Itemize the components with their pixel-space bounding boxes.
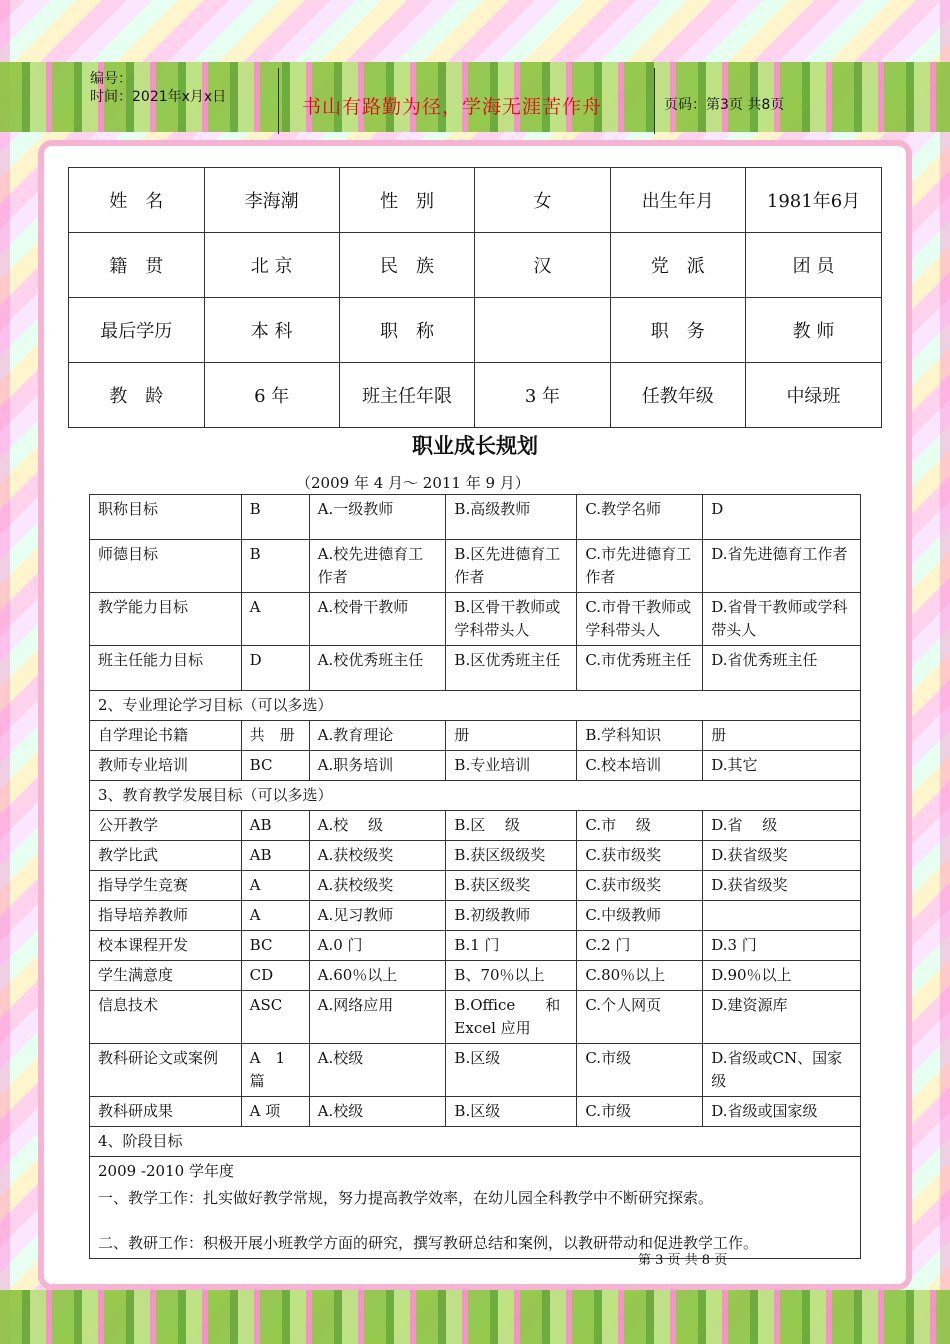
table-cell: 校本课程开发 <box>90 931 242 961</box>
table-cell: 职 称 <box>339 298 475 363</box>
table-cell: D.省 级 <box>703 811 861 841</box>
table-cell: 教科研论文或案例 <box>90 1044 242 1097</box>
page-footer: 第 3 页 共 8 页 <box>638 1253 728 1268</box>
table-cell <box>475 298 610 363</box>
table-cell: 最后学历 <box>69 298 205 363</box>
header-divider <box>654 68 655 134</box>
table-cell: 民 族 <box>339 233 475 298</box>
table-cell: A.校优秀班主任 <box>309 646 446 691</box>
table-cell: 师德目标 <box>90 540 242 593</box>
table-cell: 本 科 <box>204 298 339 363</box>
growth-plan-table <box>89 494 861 1259</box>
table-cell: 自学理论书籍 <box>90 721 242 751</box>
table-cell: D.其它 <box>703 751 861 781</box>
table-cell: B.Office 和 Excel 应用 <box>446 991 577 1044</box>
table-cell: CD <box>241 961 309 991</box>
table-cell: 公开教学 <box>90 811 242 841</box>
table-cell: 共 册 <box>241 721 309 751</box>
table-cell: 班主任能力目标 <box>90 646 242 691</box>
table-cell: 指导学生竞赛 <box>90 871 242 901</box>
section-row <box>90 691 861 721</box>
table-cell: 3 年 <box>475 363 610 428</box>
table-cell: A 项 <box>241 1097 309 1127</box>
goal-row <box>90 593 861 646</box>
table-cell: 教 龄 <box>69 363 205 428</box>
table-cell: A.职务培训 <box>309 751 446 781</box>
table-cell: A.校骨干教师 <box>309 593 446 646</box>
info-row <box>69 233 882 298</box>
table-cell: 教学比武 <box>90 841 242 871</box>
table-cell: D.获省级奖 <box>703 841 861 871</box>
table-cell: A.教育理论 <box>309 721 446 751</box>
info-row <box>69 168 882 233</box>
dev-row <box>90 1097 861 1127</box>
table-cell: C.教学名师 <box>577 495 703 540</box>
table-cell: C.个人网页 <box>577 991 703 1044</box>
table-cell: A 1 篇 <box>241 1044 309 1097</box>
table-cell: A.校级 <box>309 1097 446 1127</box>
table-cell: 教科研成果 <box>90 1097 242 1127</box>
table-cell: D.省级或CN、国家级 <box>703 1044 861 1097</box>
table-cell: 党 派 <box>610 233 746 298</box>
table-cell: A.见习教师 <box>309 901 446 931</box>
table-cell: C.市骨干教师或学科带头人 <box>577 593 703 646</box>
table-cell: A <box>241 901 309 931</box>
table-cell: 团 员 <box>746 233 882 298</box>
table-cell: B.专业培训 <box>446 751 577 781</box>
table-cell: B.获区级级奖 <box>446 841 577 871</box>
plan-period: （2009 年 4 月～ 2011 年 9 月） <box>296 474 530 492</box>
table-cell: 4、阶段目标 <box>90 1127 861 1157</box>
goal-row <box>90 540 861 593</box>
dev-row <box>90 811 861 841</box>
info-row <box>69 363 882 428</box>
table-cell: D.省先进德育工作者 <box>703 540 861 593</box>
table-cell: B.区级 <box>446 1044 577 1097</box>
table-cell: 女 <box>475 168 610 233</box>
table-cell: A.获校级奖 <box>309 871 446 901</box>
table-cell: B.区 级 <box>446 811 577 841</box>
stage-year: 2009 -2010 学年度 <box>98 1162 234 1180</box>
table-cell: 性 别 <box>339 168 475 233</box>
table-cell <box>703 901 861 931</box>
table-cell: B.1 门 <box>446 931 577 961</box>
table-cell: A <box>241 593 309 646</box>
table-cell: 汉 <box>475 233 610 298</box>
table-cell: C.市优秀班主任 <box>577 646 703 691</box>
table-cell: A.0 门 <box>309 931 446 961</box>
section-row <box>90 781 861 811</box>
header-motto: 书山有路勤为径，学海无涯苦作舟 <box>302 96 603 118</box>
table-cell: 1981年6月 <box>746 168 882 233</box>
serial-label: 编号： <box>90 71 132 87</box>
table-cell: B.区骨干教师或学科带头人 <box>446 593 577 646</box>
table-cell: A.60％以上 <box>309 961 446 991</box>
study-row <box>90 721 861 751</box>
table-cell: 李海潮 <box>204 168 339 233</box>
bottom-flower-border <box>0 1290 950 1344</box>
table-cell: 出生年月 <box>610 168 746 233</box>
table-cell: D.建资源库 <box>703 991 861 1044</box>
table-cell: B <box>241 540 309 593</box>
plan-title: 职业成长规划 <box>412 434 538 458</box>
table-cell: 职称目标 <box>90 495 242 540</box>
table-cell: D.省骨干教师或学科带头人 <box>703 593 861 646</box>
table-cell: A.校先进德育工作者 <box>309 540 446 593</box>
table-cell: BC <box>241 931 309 961</box>
table-cell: C.市先进德育工作者 <box>577 540 703 593</box>
dev-row <box>90 991 861 1044</box>
table-cell: 籍 贯 <box>69 233 205 298</box>
table-cell: 教学能力目标 <box>90 593 242 646</box>
table-cell: B.学科知识 <box>577 721 703 751</box>
stage-row <box>90 1157 861 1259</box>
table-cell: BC <box>241 751 309 781</box>
table-cell: ASC <box>241 991 309 1044</box>
table-cell: C.校本培训 <box>577 751 703 781</box>
table-cell: A.获校级奖 <box>309 841 446 871</box>
table-cell: 6 年 <box>204 363 339 428</box>
table-cell: C.中级教师 <box>577 901 703 931</box>
header-meta <box>90 70 226 106</box>
table-cell: 指导培养教师 <box>90 901 242 931</box>
dev-row <box>90 901 861 931</box>
table-cell: D.省优秀班主任 <box>703 646 861 691</box>
table-cell: B、70％以上 <box>446 961 577 991</box>
table-cell: B.区优秀班主任 <box>446 646 577 691</box>
stage-research: 二、教研工作：积极开展小班教学方面的研究，撰写教研总结和案例，以教研带动和促进教学工作。 <box>98 1234 759 1252</box>
dev-row <box>90 931 861 961</box>
table-cell: B.区先进德育工作者 <box>446 540 577 593</box>
table-cell: C.市级 <box>577 1044 703 1097</box>
table-cell: 信息技术 <box>90 991 242 1044</box>
table-cell: 3、教育教学发展目标（可以多选） <box>90 781 861 811</box>
section-row <box>90 1127 861 1157</box>
table-cell: D.90％以上 <box>703 961 861 991</box>
table-cell: C.获市级奖 <box>577 841 703 871</box>
table-cell: C.获市级奖 <box>577 871 703 901</box>
table-cell: A.校级 <box>309 1044 446 1097</box>
study-row <box>90 751 861 781</box>
table-cell: C.2 门 <box>577 931 703 961</box>
table-cell: C.80％以上 <box>577 961 703 991</box>
goal-row <box>90 646 861 691</box>
table-cell: 学生满意度 <box>90 961 242 991</box>
table-cell: A.校 级 <box>309 811 446 841</box>
personal-info-table <box>68 167 882 428</box>
dev-row <box>90 871 861 901</box>
table-cell: 中绿班 <box>746 363 882 428</box>
page-header <box>82 68 872 134</box>
table-cell: D <box>703 495 861 540</box>
table-cell: 职 务 <box>610 298 746 363</box>
table-cell: D <box>241 646 309 691</box>
dev-row <box>90 1044 861 1097</box>
info-row <box>69 298 882 363</box>
dev-row <box>90 841 861 871</box>
table-cell: AB <box>241 811 309 841</box>
table-cell: 班主任年限 <box>339 363 475 428</box>
goal-row <box>90 495 861 540</box>
table-cell: 教师专业培训 <box>90 751 242 781</box>
header-divider <box>278 68 279 134</box>
table-cell: B.获区级奖 <box>446 871 577 901</box>
table-cell: A.一级教师 <box>309 495 446 540</box>
table-cell: A <box>241 871 309 901</box>
table-cell: B.区级 <box>446 1097 577 1127</box>
table-cell: 北 京 <box>204 233 339 298</box>
dev-row <box>90 961 861 991</box>
table-cell: 册 <box>703 721 861 751</box>
table-cell: B.高级教师 <box>446 495 577 540</box>
table-cell: D.获省级奖 <box>703 871 861 901</box>
header-page-label: 页码：第3页 共8页 <box>664 97 785 113</box>
table-cell: B.初级教师 <box>446 901 577 931</box>
table-cell: B <box>241 495 309 540</box>
stage-goals-cell <box>90 1157 861 1259</box>
table-cell: C.市 级 <box>577 811 703 841</box>
time-label: 时间：2021年x月x日 <box>90 89 227 105</box>
table-cell: 任教年级 <box>610 363 746 428</box>
table-cell: 册 <box>446 721 577 751</box>
table-cell: A.网络应用 <box>309 991 446 1044</box>
table-cell: 2、专业理论学习目标（可以多选） <box>90 691 861 721</box>
stage-teaching: 一、教学工作：扎实做好教学常规，努力提高教学效率，在幼儿园全科教学中不断研究探索。 <box>98 1189 714 1207</box>
table-cell: 教 师 <box>746 298 882 363</box>
table-cell: D.省级或国家级 <box>703 1097 861 1127</box>
table-cell: 姓 名 <box>69 168 205 233</box>
table-cell: D.3 门 <box>703 931 861 961</box>
table-cell: AB <box>241 841 309 871</box>
table-cell: C.市级 <box>577 1097 703 1127</box>
